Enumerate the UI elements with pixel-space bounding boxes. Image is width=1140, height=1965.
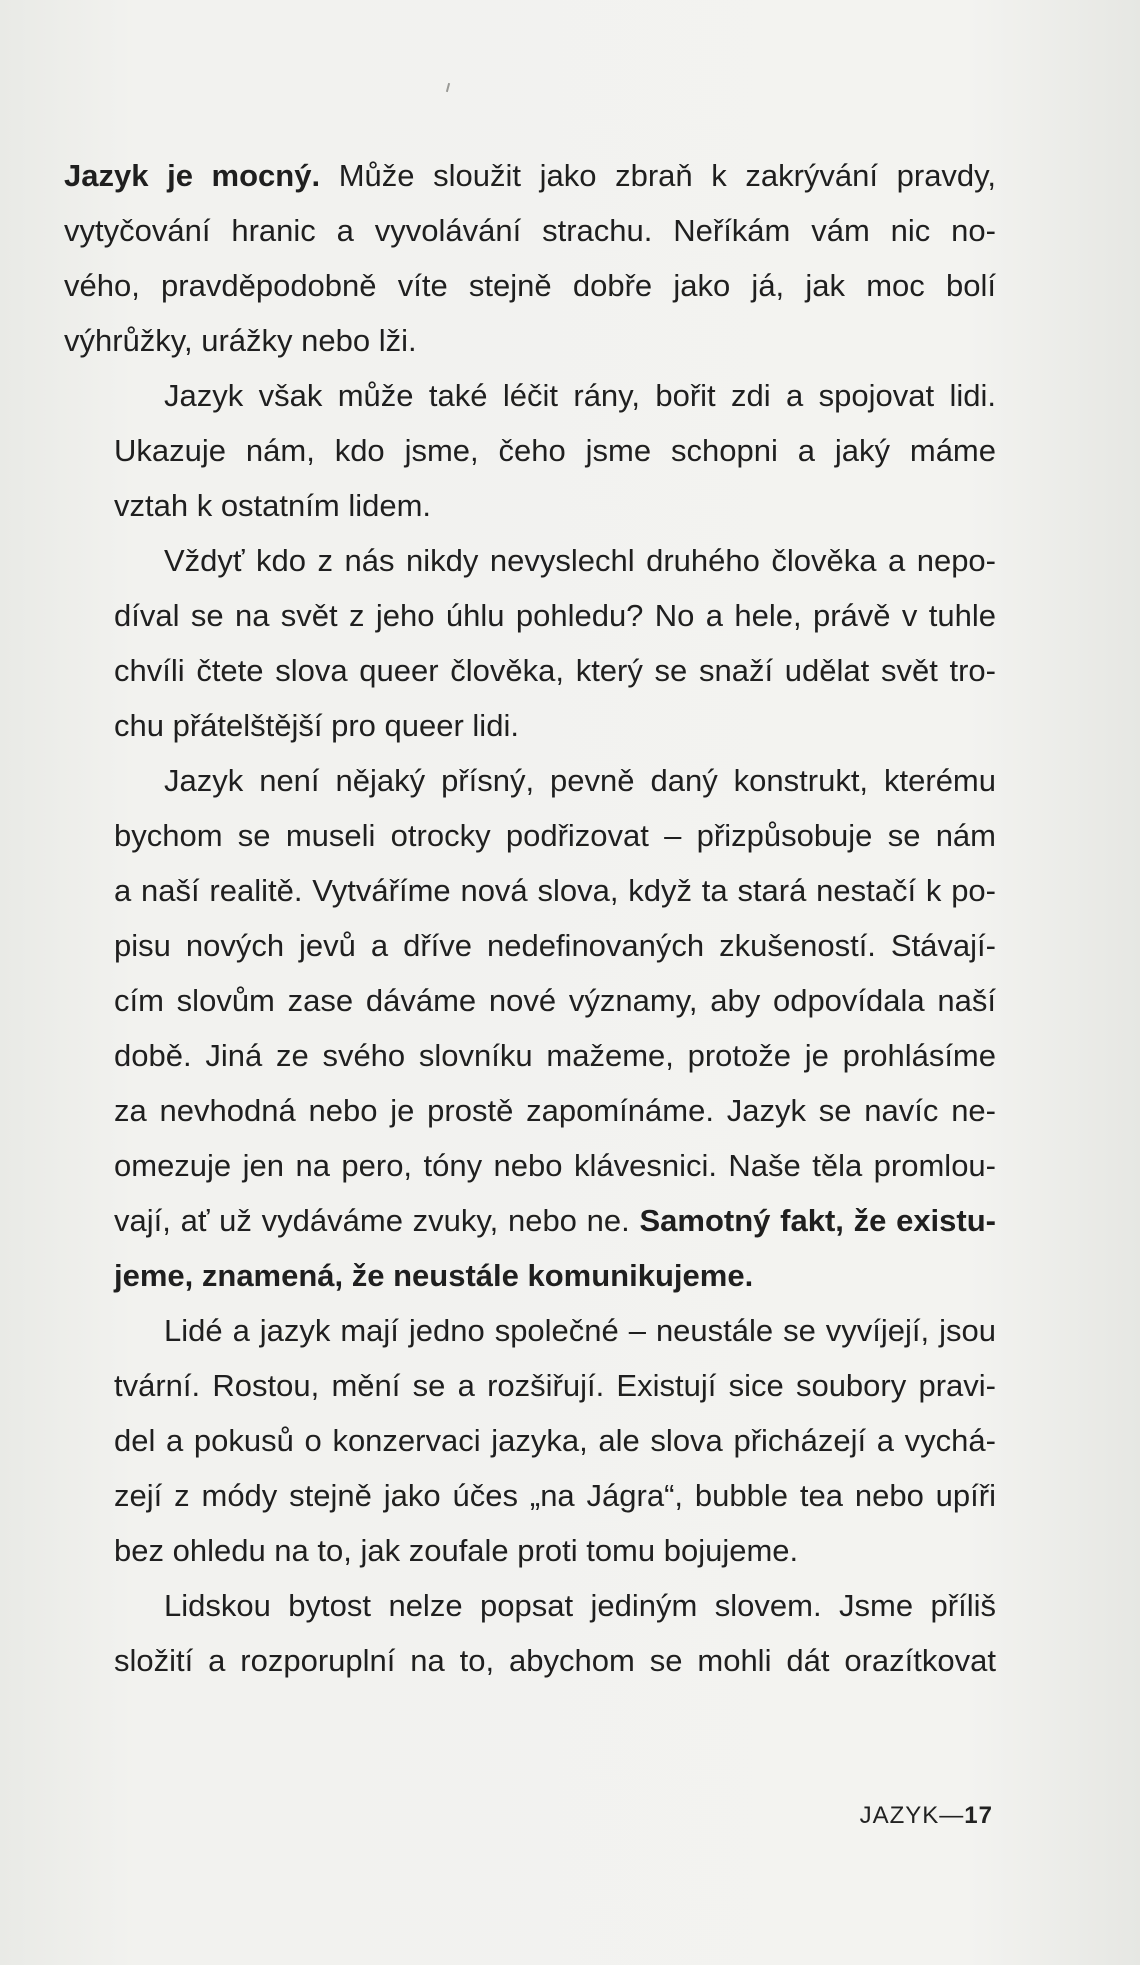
text-run: cím slovům zase dáváme nové významy, aby odpovídala naší: [114, 983, 996, 1018]
text-line: [64, 1028, 996, 1083]
text-line: [64, 1303, 996, 1358]
text-run: chu přátelštější pro queer lidi.: [114, 708, 519, 743]
paragraph: [64, 368, 996, 533]
text-line: [64, 1413, 996, 1468]
text-run: vztah k ostatním lidem.: [114, 488, 432, 523]
text-run: výhrůžky, urážky nebo lži.: [64, 323, 417, 358]
text-run: za nevhodná nebo je prostě zapomínáme. Jazyk se navíc ne-: [114, 1093, 996, 1128]
paragraph: [64, 1303, 996, 1578]
text-line: [64, 533, 996, 588]
text-run: chvíli čtete slova queer člověka, který se snaží udělat svět tro-: [114, 653, 996, 688]
text-line: [64, 1578, 996, 1633]
text-line: [64, 148, 996, 203]
paper-speck: [446, 83, 450, 92]
text-run: Ukazuje nám, kdo jsme, čeho jsme schopni a jaký máme: [114, 433, 996, 468]
text-line: [64, 1358, 996, 1413]
text-line: [64, 1083, 996, 1138]
text-run: Vždyť kdo z nás nikdy nevyslechl druhého člověka a nepo-: [164, 543, 996, 578]
folio-separator: —: [939, 1802, 965, 1829]
text-run: vytyčování hranic a vyvolávání strachu. Neříkám vám nic no-: [64, 213, 996, 248]
text-run: bez ohledu na to, jak zoufale proti tomu bojujeme.: [114, 1533, 799, 1568]
text-run: bychom se museli otrocky podřizovat – přizpůsobuje se nám: [114, 818, 996, 853]
text-run: díval se na svět z jeho úhlu pohledu? No a hele, právě v tuhle: [114, 598, 996, 633]
text-run: zejí z módy stejně jako účes „na Jágra“, bubble tea nebo upíři: [114, 1478, 996, 1513]
text-line: [64, 313, 996, 368]
bold-text-run: Samotný fakt, že existu-: [639, 1203, 996, 1238]
text-line: [64, 863, 996, 918]
text-line: [64, 1468, 996, 1523]
text-line: [64, 423, 996, 478]
text-line: [64, 258, 996, 313]
text-run: Může sloužit jako zbraň k zakrývání pravdy,: [320, 158, 996, 193]
text-run: Jazyk není nějaký přísný, pevně daný konstrukt, kterému: [164, 763, 996, 798]
text-run: tvární. Rostou, mění se a rozšiřují. Existují sice soubory pravi-: [114, 1368, 996, 1403]
text-run: vají, ať už vydáváme zvuky, nebo ne.: [114, 1203, 640, 1238]
bold-text-run: Jazyk je mocný.: [64, 158, 321, 193]
text-line: [64, 643, 996, 698]
text-line: [64, 1138, 996, 1193]
text-run: složití a rozporuplní na to, abychom se mohli dát orazítkovat: [114, 1643, 996, 1678]
running-head: JAZYK: [859, 1802, 940, 1829]
paragraph: [64, 533, 996, 753]
text-line: [64, 368, 996, 423]
text-run: del a pokusů o konzervaci jazyka, ale slova přicházejí a vychá-: [114, 1423, 996, 1458]
text-line: [64, 808, 996, 863]
text-run: Jazyk však může také léčit rány, bořit zdi a spojovat lidi.: [164, 378, 996, 413]
text-run: Lidskou bytost nelze popsat jediným slovem. Jsme příliš: [164, 1588, 996, 1623]
text-line: [64, 478, 996, 533]
text-run: Lidé a jazyk mají jedno společné – neustále se vyvíjejí, jsou: [164, 1313, 996, 1348]
text-line: [64, 1633, 996, 1688]
body-text: [64, 148, 996, 1688]
page-footer: [860, 1802, 993, 1830]
text-line: [64, 918, 996, 973]
bold-text-run: jeme, znamená, že neustále komunikujeme.: [114, 1258, 754, 1293]
text-run: omezuje jen na pero, tóny nebo klávesnici. Naše těla promlou-: [114, 1148, 996, 1183]
paragraph: [64, 753, 996, 1303]
text-run: době. Jiná ze svého slovníku mažeme, protože je prohlásíme: [114, 1038, 996, 1073]
page-number: 17: [964, 1802, 993, 1829]
text-run: a naší realitě. Vytváříme nová slova, když ta stará nestačí k po-: [114, 873, 996, 908]
text-run: pisu nových jevů a dříve nedefinovaných zkušeností. Stávají-: [114, 928, 996, 963]
text-line: [64, 973, 996, 1028]
text-line: [64, 1523, 996, 1578]
text-line: [64, 588, 996, 643]
text-line: [64, 1248, 996, 1303]
text-line: [64, 698, 996, 753]
text-run: vého, pravděpodobně víte stejně dobře jako já, jak moc bolí: [64, 268, 996, 303]
paragraph: [64, 1578, 996, 1688]
text-line: [64, 1193, 996, 1248]
text-line: [64, 753, 996, 808]
paragraph: [64, 148, 996, 368]
text-line: [64, 203, 996, 258]
